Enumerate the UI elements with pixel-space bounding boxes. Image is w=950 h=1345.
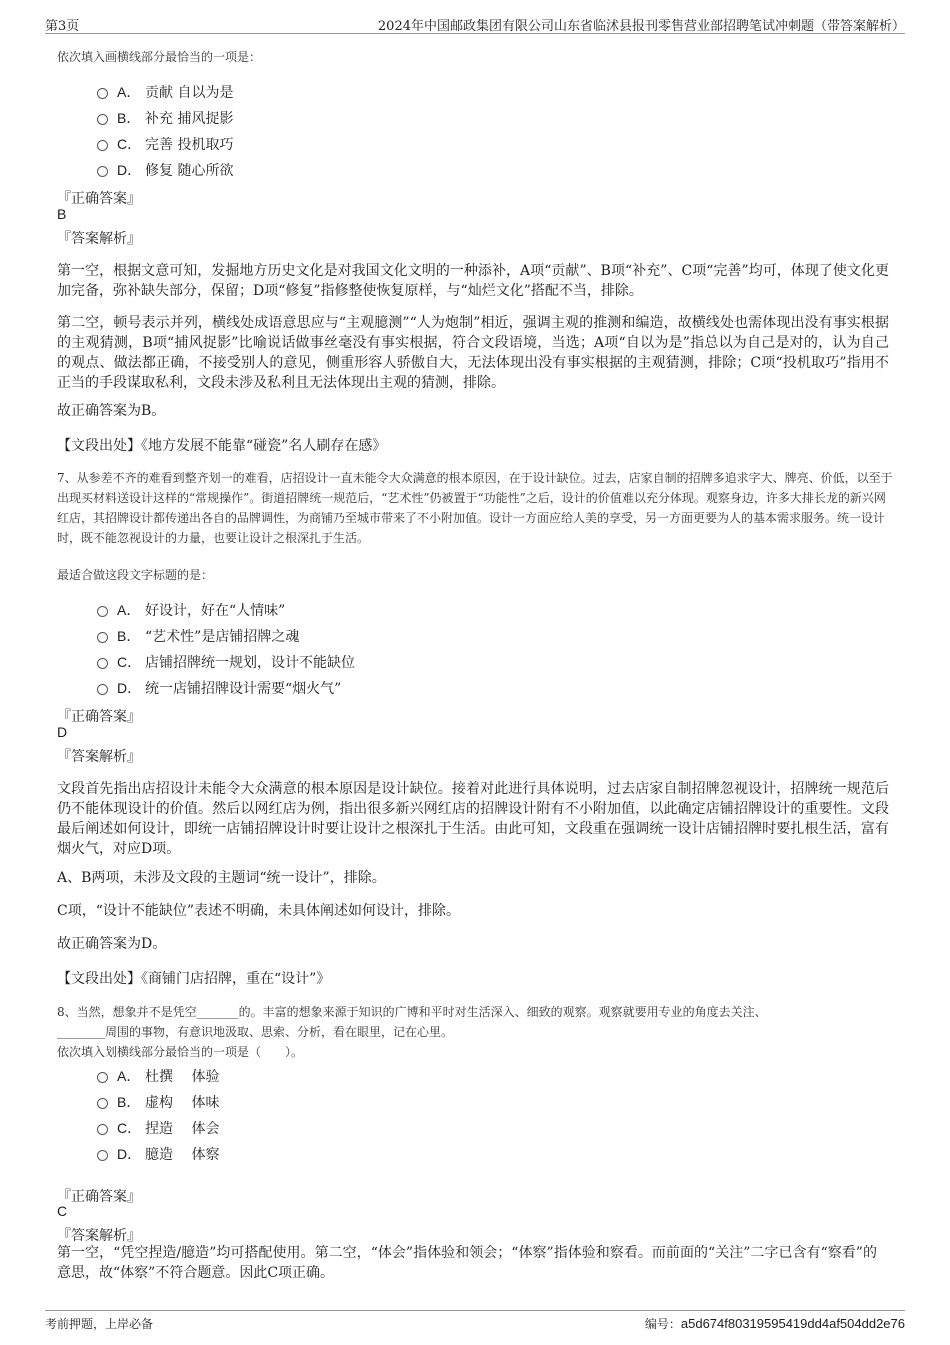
q7-analysis-p3: C项，“设计不能缺位”表述不明确，未具体阐述如何设计，排除。	[57, 903, 461, 919]
q6-prompt: 依次填入画横线部分最恰当的一项是：	[57, 50, 262, 64]
radio-icon[interactable]	[97, 1098, 108, 1109]
q7-analysis-p1: 文段首先指出店招设计未能令大众满意的根本原因是设计缺位。接着对此进行具体说明，过去店家自制招牌忽视设计，招牌统一规范后仍不能体现设计的价值。然后以网红店为例，指出很多新兴网红店的招牌设计附有不小附加值，以此确定店铺招牌设计的重要性。文段最后阐述如何设计，即统一店铺招牌设计时要让设计之根深扎于生活。由此可知，文段重在强调统一设计店铺招牌时要扎根生活，富有烟火气，对应D项。	[57, 781, 889, 857]
q6-source: 【文段出处】《地方发展不能靠“碰瓷”名人刷存在感》	[57, 438, 387, 454]
q8-stem-line1: 8、当然，想象并不是凭空_______的。丰富的想象来源于知识的广博和平时对生活深入、细致的观察。观察就要用专业的角度去关注、	[57, 1005, 767, 1019]
q8-answer-label: 『正确答案』	[57, 1189, 141, 1205]
q6-analysis-p1: 第一空，根据文意可知，发掘地方历史文化是对我国文化文明的一种添补，A项“贡献”、B项“补充”、C项“完善”均可，体现了使文化更加完备，弥补缺失部分，保留；D项“修复”指修整使恢复原样，与“灿烂文化”搭配不当，排除。	[57, 263, 889, 299]
radio-icon[interactable]	[97, 606, 108, 617]
q8-option-b[interactable]: B． 虚构 体味	[97, 1092, 219, 1112]
q6-analysis-label: 『答案解析』	[57, 231, 141, 247]
q6-option-c[interactable]: C． 完善 投机取巧	[97, 134, 233, 154]
q7-option-a[interactable]: A． 好设计，好在“人情味”	[97, 600, 285, 620]
q8-option-a[interactable]: A． 杜撰 体验	[97, 1066, 219, 1086]
q7-prompt: 最适合做这段文字标题的是：	[57, 568, 214, 582]
radio-icon[interactable]	[97, 658, 108, 669]
radio-icon[interactable]	[97, 1150, 108, 1161]
q6-analysis-p3: 故正确答案为B。	[57, 403, 166, 419]
q6-option-a[interactable]: A． 贡献 自以为是	[97, 82, 233, 102]
q7-analysis-p4: 故正确答案为D。	[57, 936, 167, 952]
radio-icon[interactable]	[97, 88, 108, 99]
radio-icon[interactable]	[97, 684, 108, 695]
radio-icon[interactable]	[97, 632, 108, 643]
q8-prompt: 依次填入划横线部分最恰当的一项是（ ）。	[57, 1045, 304, 1059]
footer-divider	[45, 1310, 905, 1311]
q7-analysis-label: 『答案解析』	[57, 749, 141, 765]
q8-analysis-label: 『答案解析』	[57, 1228, 141, 1244]
q7-answer-label: 『正确答案』	[57, 709, 141, 725]
q7-option-b[interactable]: B． “艺术性”是店铺招牌之魂	[97, 626, 299, 646]
q8-option-c[interactable]: C． 捏造 体会	[97, 1118, 219, 1138]
q7-source: 【文段出处】《商铺门店招牌，重在“设计”》	[57, 971, 331, 987]
header-divider	[45, 33, 905, 34]
page-header	[45, 13, 905, 33]
radio-icon[interactable]	[97, 166, 108, 177]
q8-option-d[interactable]: D． 臆造 体察	[97, 1144, 219, 1164]
q7-stem: 7、从参差不齐的难看到整齐划一的难看，店招设计一直未能令大众满意的根本原因，在于设计缺位。过去，店家自制的招牌多追求字大、牌亮、价低，以至于出现买材料送设计这样的“常规操作”。街道招牌统一规范后，“艺术性”仍被置于“功能性”之后，设计的价值难以充分体现。观察身边，许多大排长龙的新兴网红店，其招牌设计都传递出各自的品牌调性，为商铺乃至城市带来了不小附加值。设计一方面应给人美的享受，另一方面更要为人的基本需求服务。统一设计时，既不能忽视设计的力量，也要让设计之根深扎于生活。	[57, 471, 893, 545]
q8-answer: C	[57, 1203, 68, 1219]
radio-icon[interactable]	[97, 114, 108, 125]
radio-icon[interactable]	[97, 140, 108, 151]
q6-answer: B	[57, 206, 67, 222]
document-code: 编号：a5d674f80319595419dd4af504dd2e76	[644, 1316, 905, 1331]
q7-analysis-p2: A、B两项，未涉及文段的主题词“统一设计”，排除。	[57, 870, 386, 886]
q6-option-b[interactable]: B． 补充 捕风捉影	[97, 108, 233, 128]
footer-slogan: 考前押题，上岸必备	[45, 1317, 154, 1331]
radio-icon[interactable]	[97, 1072, 108, 1083]
q6-analysis-p2: 第二空，顿号表示并列，横线处成语意思应与“主观臆测”“人为炮制”相近，强调主观的推测和编造，故横线处也需体现出没有事实根据的主观猜测，B项“捕风捉影”比喻说话做事丝毫没有事实根据，符合文段语境，当选；A项“自以为是”指总以为自己是对的，认为自己的观点、做法都正确，不接受别人的意见，侧重形容人骄傲自大，无法体现出没有事实根据的主观猜测，排除；C项“投机取巧”指用不正当的手段谋取私利，文段未涉及私利且无法体现出主观的猜测，排除。	[57, 315, 889, 391]
q6-answer-label: 『正确答案』	[57, 191, 141, 207]
q8-analysis: 第一空，“凭空捏造/臆造”均可搭配使用。第二空，“体会”指体验和领会；“体察”指体验和察看。而前面的“关注”二字已含有“察看”的意思，故“体察”不符合题意。因此C项正确。	[57, 1245, 877, 1281]
q7-option-d[interactable]: D． 统一店铺招牌设计需要“烟火气”	[97, 678, 341, 698]
document-title: 2024年中国邮政集团有限公司山东省临沭县报刊零售营业部招聘笔试冲刺题（带答案解析）	[377, 19, 905, 34]
radio-icon[interactable]	[97, 1124, 108, 1135]
q7-option-c[interactable]: C． 店铺招牌统一规划，设计不能缺位	[97, 652, 355, 672]
q7-answer: D	[57, 724, 68, 740]
page-number: 第3页	[45, 19, 80, 34]
q6-option-d[interactable]: D． 修复 随心所欲	[97, 160, 233, 180]
q8-stem-line2: ________周围的事物，有意识地汲取、思索、分析，看在眼里，记在心里。	[57, 1025, 454, 1039]
